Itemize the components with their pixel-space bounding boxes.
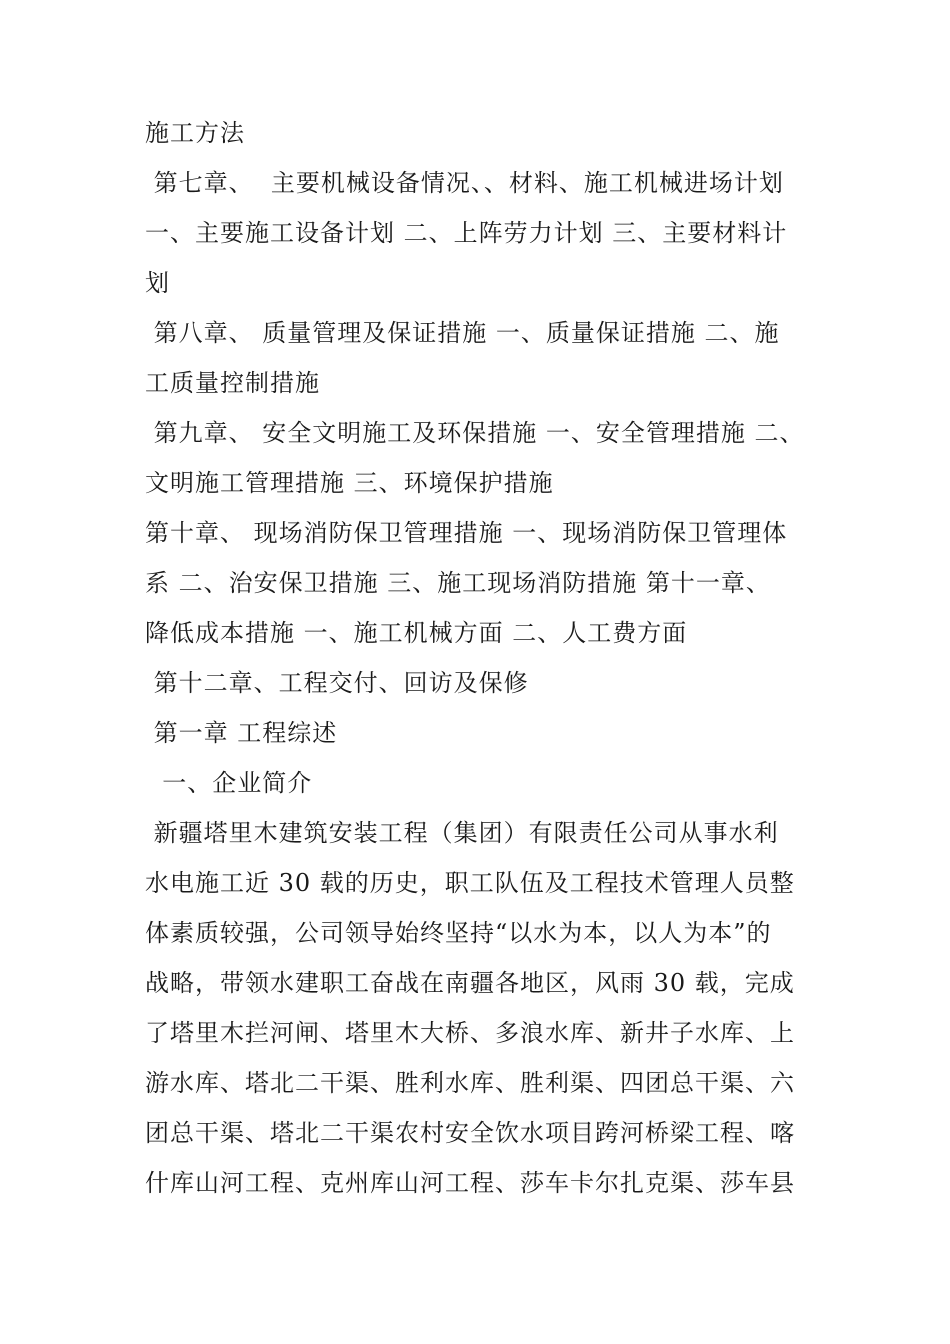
text-line: 工质量控制措施 [145,369,320,397]
text-line: 文明施工管理措施 三、环境保护措施 [145,469,554,497]
paragraph-line: 体素质较强，公司领导始终坚持“以水为本，以人为本”的 [145,919,772,947]
paragraph-line: 团总干渠、塔北二干渠农村安全饮水项目跨河桥梁工程、喀 [145,1119,795,1147]
text-line: 第九章、 安全文明施工及环保措施 一、安全管理措施 二、 [145,419,805,447]
text-line: 划 [145,269,170,297]
text-line: 系 二、治安保卫措施 三、施工现场消防措施 第十一章、 [145,569,771,597]
paragraph-line: 游水库、塔北二干渠、胜利水库、胜利渠、四团总干渠、六 [145,1069,795,1097]
paragraph-line: 水电施工近 30 载的历史，职工队伍及工程技术管理人员整 [145,869,795,897]
text-line: 第十章、 现场消防保卫管理措施 一、现场消防保卫管理体 [145,519,788,547]
paragraph-line: 新疆塔里木建筑安装工程（集团）有限责任公司从事水利 [145,819,779,847]
text-line: 第十二章、工程交付、回访及保修 [145,669,529,697]
text-line: 第七章、 主要机械设备情况、、材料、施工机械进场计划 [145,169,784,197]
text-line: 一、主要施工设备计划 二、上阵劳力计划 三、主要材料计 [145,219,788,247]
paragraph-line: 了塔里木拦河闸、塔里木大桥、多浪水库、新井子水库、上 [145,1019,795,1047]
paragraph-line: 什库山河工程、克州库山河工程、莎车卡尔扎克渠、莎车县 [145,1169,795,1197]
chapter-heading: 第一章 工程综述 [145,719,338,747]
paragraph-line: 战略，带领水建职工奋战在南疆各地区，风雨 30 载，完成 [145,969,795,997]
text-line: 第八章、 质量管理及保证措施 一、质量保证措施 二、施 [145,319,780,347]
text-line: 施工方法 [145,119,245,147]
text-line: 降低成本措施 一、施工机械方面 二、人工费方面 [145,619,688,647]
section-heading: 一、企业简介 [145,769,313,797]
